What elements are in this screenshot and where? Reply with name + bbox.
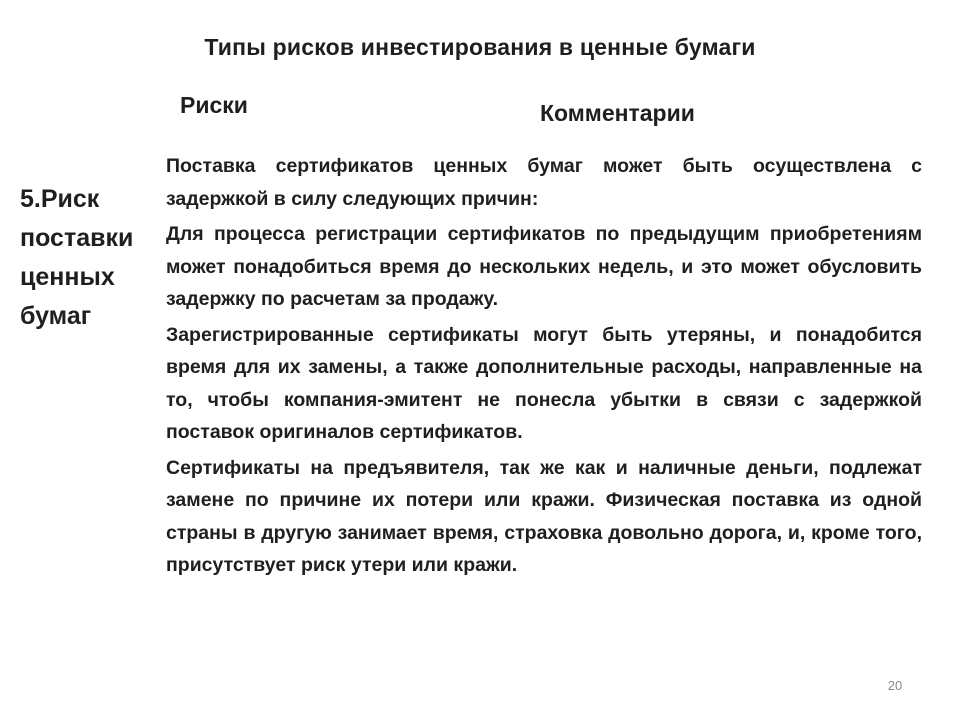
- comment-paragraph: Сертификаты на предъявителя, так же как и наличные деньги, подлежат замене по причине их потери или кражи. Физическая поставка из одной страны в другую занимает время, страховка довольно дорога, и, кроме того, присутствует риск утери или кражи.: [166, 456, 922, 576]
- comment-paragraph: Для процесса регистрации сертификатов по предыдущим приобретениям может понадобиться время до нескольких недель, и это может обусловить задержку по расчетам за продажу.: [166, 223, 922, 310]
- risk-name-line: поставки: [20, 224, 134, 252]
- risk-name-line: 5.Риск: [20, 185, 100, 213]
- risk-name-line: ценных: [20, 263, 115, 291]
- risk-name-line: бумаг: [20, 302, 92, 330]
- comment-paragraph: Поставка сертификатов ценных бумаг может быть осуществлена с задержкой в силу следующих причин:: [166, 155, 922, 210]
- risk-name: [20, 180, 160, 336]
- column-header-comments: Комментарии: [540, 100, 695, 126]
- comments-block: [166, 150, 922, 585]
- slide-title: Типы рисков инвестирования в ценные бумаги: [204, 34, 756, 60]
- column-header-risks: Риски: [180, 92, 248, 118]
- page-number: 20: [887, 678, 903, 693]
- comment-paragraph: Зарегистрированные сертификаты могут быть утеряны, и понадобится время для их замены, а также дополнительные расходы, направленные на то, чтобы компания-эмитент не понесла убытки в связи с задержкой поставок оригиналов сертификатов.: [166, 323, 922, 443]
